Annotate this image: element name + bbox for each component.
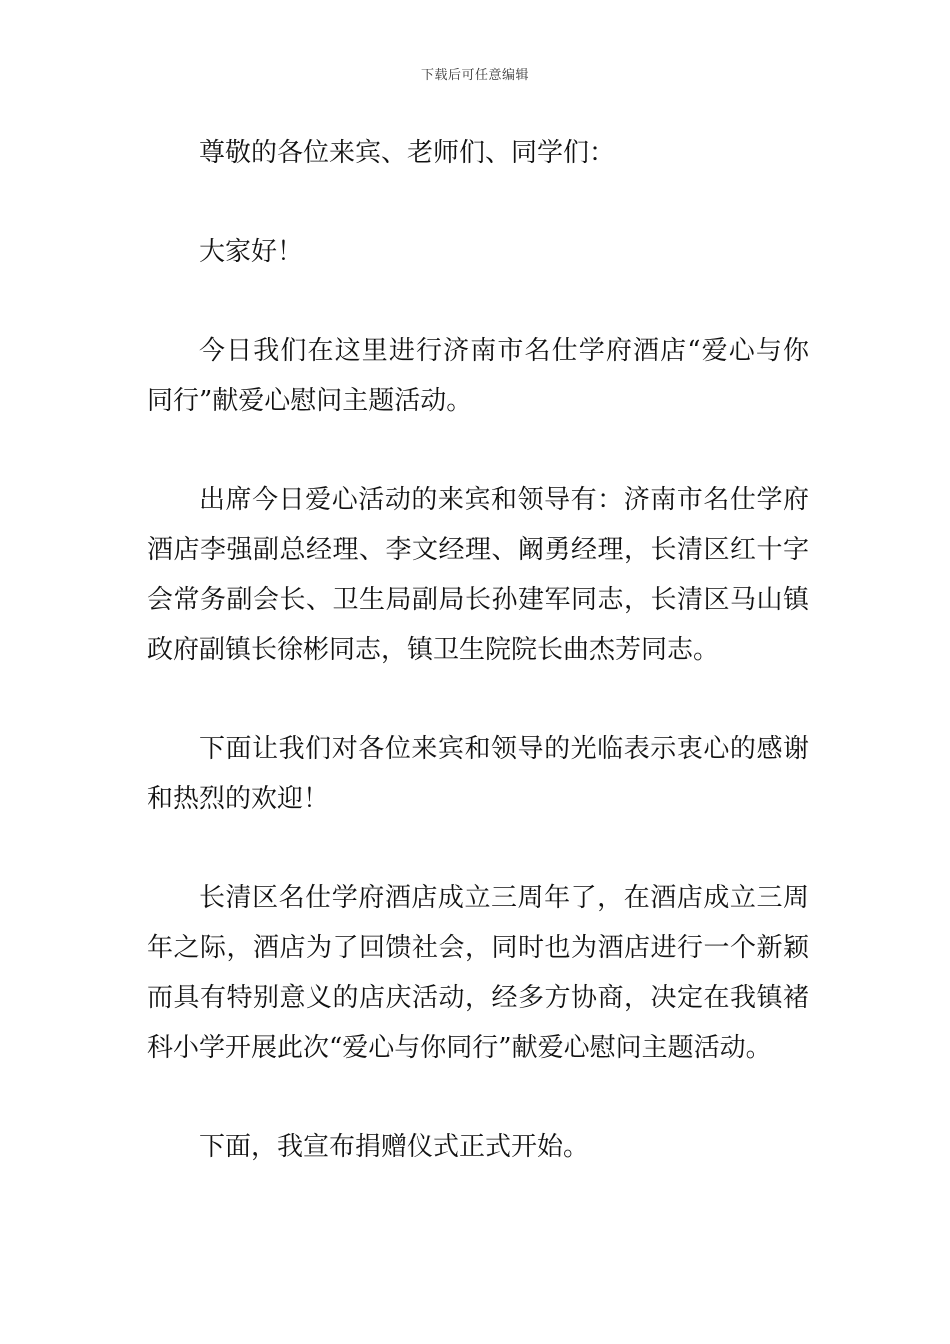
paragraph-gap — [147, 277, 809, 326]
background-paragraph: 长清区名仕学府酒店成立三周年了，在酒店成立三周年之际，酒店为了回馈社会，同时也为酒店进行一个新颖而具有特别意义的店庆活动，经多方协商，决定在我镇褚科小学开展此次“爱心与你同行”献爱心慰问主题活动。 — [147, 883, 809, 1063]
page-header-note: 下载后可任意编辑 — [420, 68, 529, 83]
attendees-paragraph: 出席今日爱心活动的来宾和领导有：济南市名仕学府酒店李强副总经理、李文经理、阚勇经理，长清区红十字会常务副会长、卫生局副局长孙建军同志，长清区马山镇政府副镇长徐彬同志，镇卫生院院长曲杰芳同志。 — [147, 485, 809, 665]
paragraph-gap — [147, 426, 809, 475]
intro-paragraph: 今日我们在这里进行济南市名仕学府酒店“爱心与你同行”献爱心慰问主题活动。 — [147, 336, 809, 416]
document-body — [147, 128, 809, 1172]
paragraph-gap — [147, 178, 809, 227]
welcome-paragraph: 下面让我们对各位来宾和领导的光临表示衷心的感谢和热烈的欢迎！ — [147, 734, 809, 814]
announcement-paragraph: 下面，我宣布捐赠仪式正式开始。 — [199, 1132, 590, 1162]
paragraph-gap — [147, 824, 809, 873]
paragraph-gap — [147, 675, 809, 724]
paragraph-gap — [147, 1073, 809, 1122]
greeting-paragraph: 大家好！ — [199, 237, 304, 267]
salutation-paragraph: 尊敬的各位来宾、老师们、同学们： — [199, 138, 616, 168]
